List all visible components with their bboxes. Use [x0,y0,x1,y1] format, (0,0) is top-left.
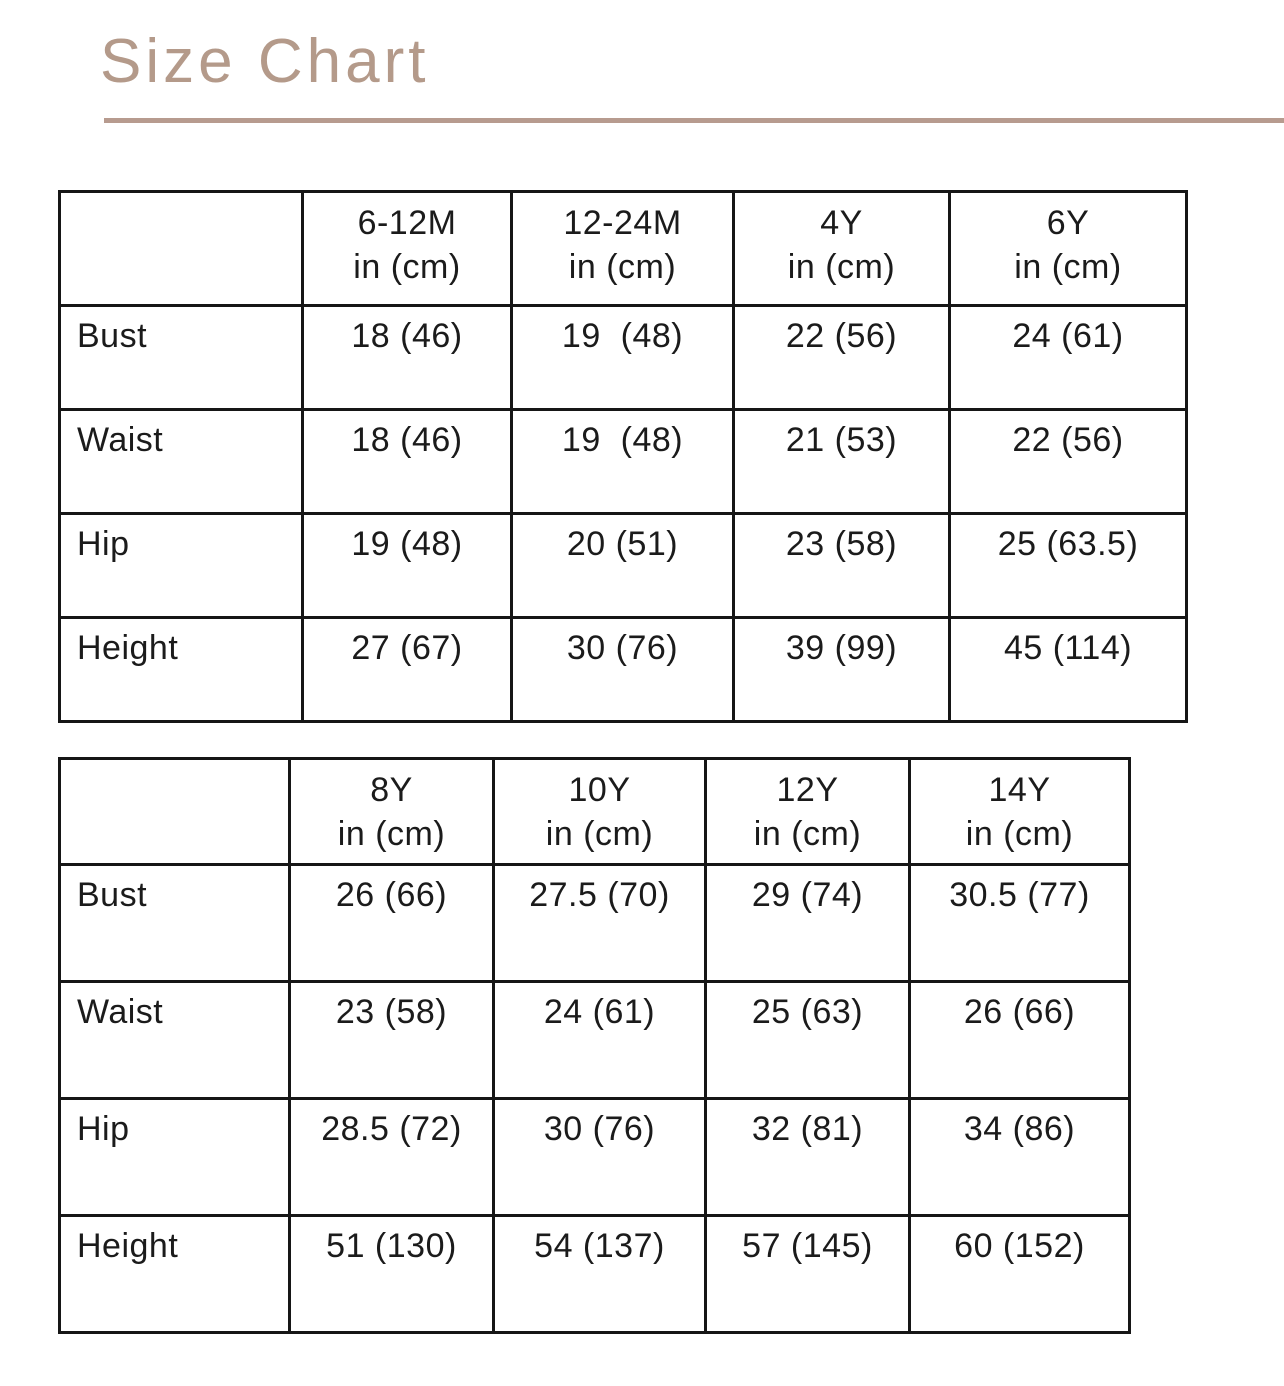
measurement-cell: 24 (61) [950,306,1187,410]
measurement-cell: 30.5 (77) [910,865,1130,982]
measurement-cell: 23 (58) [290,982,494,1099]
size-table-kids [58,757,1131,1334]
measurement-cell: 30 (76) [494,1099,706,1216]
measurement-cell: 20 (51) [512,514,734,618]
measurement-cell: 34 (86) [910,1099,1130,1216]
header-row [60,759,1130,865]
unit-label: in (cm) [965,815,1074,854]
unit-label: in (cm) [1014,248,1122,287]
row-label: Hip [60,514,303,618]
measurement-cell: 51 (130) [290,1216,494,1333]
measurement-cell: 29 (74) [706,865,910,982]
corner-cell [60,192,303,306]
column-header-4y [734,192,950,306]
column-header-14y [910,759,1130,865]
size-label: 4Y [820,204,863,242]
row-label: Height [60,618,303,722]
measurement-cell: 21 (53) [734,410,950,514]
column-header-8y [290,759,494,865]
measurement-cell: 45 (114) [950,618,1187,722]
measurement-cell: 18 (46) [303,306,512,410]
measurement-cell: 24 (61) [494,982,706,1099]
page-title: Size Chart [100,27,430,96]
size-label: 10Y [568,771,631,809]
measurement-cell: 19 (48) [512,410,734,514]
column-header-12-24m [512,192,734,306]
unit-label: in (cm) [568,248,677,287]
unit-label: in (cm) [337,815,446,854]
column-header-10y [494,759,706,865]
column-header-12y [706,759,910,865]
measurement-cell: 32 (81) [706,1099,910,1216]
measurement-cell: 22 (56) [950,410,1187,514]
measurement-cell: 26 (66) [290,865,494,982]
measurement-cell: 60 (152) [910,1216,1130,1333]
measurement-cell: 26 (66) [910,982,1130,1099]
size-label: 6Y [1046,204,1090,242]
row-label: Waist [60,410,303,514]
measurement-cell: 57 (145) [706,1216,910,1333]
measurement-cell: 54 (137) [494,1216,706,1333]
row-label: Bust [60,306,303,410]
column-header-6y [950,192,1187,306]
table-row-bust [60,306,1187,410]
measurement-cell: 27.5 (70) [494,865,706,982]
row-label: Bust [60,865,290,982]
table-row-waist [60,410,1187,514]
table-row-height [60,618,1187,722]
header-row [60,192,1187,306]
size-label: 6-12M [357,204,457,242]
measurement-cell: 23 (58) [734,514,950,618]
row-label: Waist [60,982,290,1099]
size-table-baby-toddler [58,190,1188,723]
corner-cell [60,759,290,865]
measurement-cell: 28.5 (72) [290,1099,494,1216]
size-label: 12-24M [563,204,682,242]
title-underline [104,118,1284,123]
row-label: Height [60,1216,290,1333]
column-header-6-12m [303,192,512,306]
measurement-cell: 30 (76) [512,618,734,722]
measurement-cell: 19 (48) [512,306,734,410]
measurement-cell: 19 (48) [303,514,512,618]
unit-label: in (cm) [753,815,862,854]
measurement-cell: 25 (63) [706,982,910,1099]
unit-label: in (cm) [545,815,654,854]
unit-label: in (cm) [787,248,896,287]
table-row-hip [60,1099,1130,1216]
measurement-cell: 25 (63.5) [950,514,1187,618]
table-row-waist [60,982,1130,1099]
unit-label: in (cm) [353,248,461,287]
row-label: Hip [60,1099,290,1216]
measurement-cell: 39 (99) [734,618,950,722]
measurement-cell: 18 (46) [303,410,512,514]
size-label: 8Y [370,771,413,809]
table-row-hip [60,514,1187,618]
size-label: 14Y [988,771,1051,809]
table-row-height [60,1216,1130,1333]
measurement-cell: 27 (67) [303,618,512,722]
measurement-cell: 22 (56) [734,306,950,410]
size-label: 12Y [776,771,839,809]
table-row-bust [60,865,1130,982]
